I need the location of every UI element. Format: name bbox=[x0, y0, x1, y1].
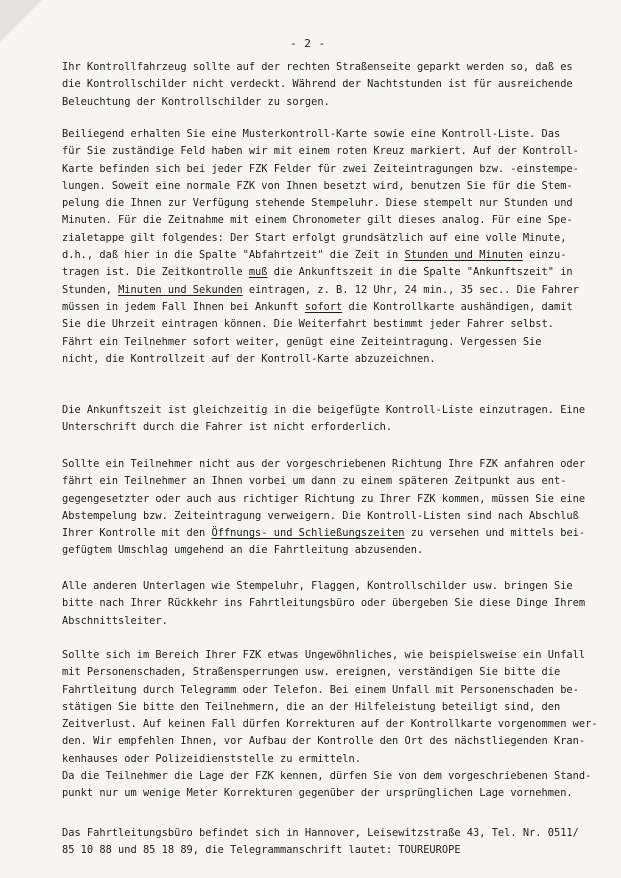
text-line bbox=[62, 94, 587, 111]
text-line bbox=[62, 542, 587, 559]
text-segment: die Kontrollkarte aushändigen, damit bbox=[342, 300, 573, 313]
text-line bbox=[62, 578, 587, 595]
text-segment: Karte befinden sich bei jeder FZK Felder für zwei Zeiteintragungen bzw. -einstempe- bbox=[62, 162, 579, 175]
paragraph bbox=[62, 578, 587, 630]
text-line bbox=[62, 419, 587, 436]
text-line bbox=[62, 664, 587, 681]
text-segment: eintragen, z. B. 12 Uhr, 24 min., 35 sec.. Die Fahrer bbox=[242, 283, 579, 296]
text-segment: Da die Teilnehmer die Lage der FZK kennen, dürfen Sie von dem vorgeschriebenen Stand- bbox=[62, 770, 592, 783]
text-segment: müssen in jedem Fall Ihnen bei Ankunft bbox=[62, 300, 305, 313]
text-segment: Abstempelung bzw. Zeiteintragung verweigern. Die Kontroll-Listen sind nach Abschluß bbox=[62, 509, 579, 522]
text-line bbox=[62, 825, 587, 842]
text-line bbox=[62, 456, 587, 473]
underlined-text: Öffnungs- und Schließungszeiten bbox=[211, 527, 405, 540]
text-segment: gegengesetzter oder auch aus richtiger Richtung zu Ihrer FZK kommen, müssen Sie eine bbox=[62, 492, 586, 505]
underlined-text: sofort bbox=[304, 300, 343, 313]
text-line bbox=[62, 473, 587, 490]
text-line bbox=[62, 751, 587, 768]
text-line bbox=[62, 126, 587, 143]
text-line bbox=[62, 161, 587, 178]
text-segment: die Kontrollschilder nicht verdeckt. Während der Nachtstunden ist für ausreichende bbox=[62, 78, 573, 91]
page-corner-shadow bbox=[0, 0, 42, 42]
text-line bbox=[62, 595, 587, 612]
paragraph bbox=[62, 825, 587, 860]
text-line bbox=[62, 195, 587, 212]
text-line bbox=[62, 282, 587, 299]
text-line bbox=[62, 316, 587, 333]
text-segment: Beleuchtung der Kontrollschilder zu sorgen. bbox=[62, 95, 330, 108]
text-segment: Die Ankunftszeit ist gleichzeitig in die beigefügte Kontroll-Liste einzutragen. Eine bbox=[62, 404, 586, 416]
paragraph bbox=[62, 402, 587, 437]
text-segment: d.h., daß hier in die Spalte "Abfahrtzeit" die Zeit in bbox=[62, 249, 405, 262]
text-line bbox=[62, 491, 587, 508]
text-line bbox=[62, 733, 587, 750]
text-line bbox=[62, 716, 598, 733]
text-segment: punkt nur um wenige Meter Korrekturen gegenüber der ursprünglichen Lage vornehmen. bbox=[62, 787, 573, 800]
text-segment: Zeitverlust. Auf keinen Fall dürfen Korrekturen auf der Kontrollkarte vorgenommen wer- bbox=[62, 718, 598, 731]
text-line bbox=[62, 299, 587, 316]
paragraph bbox=[62, 126, 587, 368]
text-line bbox=[62, 334, 587, 351]
text-line bbox=[62, 613, 587, 630]
text-line bbox=[62, 647, 587, 664]
text-segment: Ihrer Kontrolle mit den bbox=[62, 527, 212, 540]
text-line bbox=[62, 247, 587, 264]
underlined-text: Minuten und Sekunden bbox=[118, 283, 243, 296]
text-segment: mit Personenschaden, Straßensperrungen usw. ereignen, verständigen Sie bitte die bbox=[62, 666, 561, 679]
text-segment: Sollte ein Teilnehmer nicht aus der vorgeschriebenen Richtung Ihre FZK anfahren oder bbox=[62, 458, 586, 470]
text-segment: Minuten. Für die Zeitnahme mit einem Chronometer gilt dieses analog. Für eine Spe- bbox=[62, 214, 573, 227]
paragraph bbox=[62, 456, 587, 560]
text-segment: Stunden, bbox=[62, 283, 119, 296]
text-segment: Beiliegend erhalten Sie eine Musterkontroll-Karte sowie eine Kontroll-Liste. Das bbox=[62, 128, 561, 140]
text-line bbox=[62, 178, 587, 195]
text-line bbox=[62, 525, 587, 542]
text-segment: Unterschrift durch die Fahrer ist nicht erforderlich. bbox=[62, 421, 393, 434]
paragraph bbox=[62, 59, 587, 111]
text-line bbox=[62, 59, 587, 76]
text-segment: den. Wir empfehlen Ihnen, vor Aufbau der Kontrolle den Ort des nächstliegenden Kran- bbox=[62, 735, 586, 748]
text-line bbox=[62, 76, 587, 93]
text-line bbox=[62, 212, 587, 229]
text-segment: Alle anderen Unterlagen wie Stempeluhr, Flaggen, Kontrollschilder usw. bringen Sie bbox=[62, 580, 573, 592]
text-line bbox=[62, 143, 587, 160]
text-segment: gefügtem Umschlag umgehend an die Fahrtleitung abzusenden. bbox=[62, 544, 424, 557]
text-line bbox=[62, 842, 587, 859]
text-line bbox=[62, 230, 587, 247]
text-segment: zialetappe gilt folgendes: Der Start erfolgt grundsätzlich auf eine volle Minute, bbox=[62, 231, 567, 244]
text-segment: Das Fahrtleitungsbüro befindet sich in Hannover, Leisewitzstraße 43, Tel. Nr. 0511/ bbox=[62, 827, 579, 839]
text-line bbox=[62, 351, 587, 368]
text-line bbox=[62, 264, 587, 281]
text-segment: die Ankunftszeit in die Spalte "Ankunftszeit" in bbox=[267, 266, 573, 279]
text-segment: nicht, die Kontrollzeit auf der Kontroll-Karte abzuzeichnen. bbox=[62, 352, 436, 365]
text-segment: Sie die Uhrzeit eintragen können. Die Weiterfahrt bestimmt jeder Fahrer selbst. bbox=[62, 318, 554, 331]
text-segment: pelung die Ihnen zur Verfügung stehende Stempeluhr. Diese stempelt nur Stunden und bbox=[62, 197, 573, 210]
text-segment: bitte nach Ihrer Rückkehr ins Fahrtleitungsbüro oder übergeben Sie diese Dinge Ihrem bbox=[62, 597, 586, 610]
underlined-text: muß bbox=[248, 266, 268, 279]
text-segment: Abschnittsleiter. bbox=[62, 614, 168, 627]
text-segment: 85 10 88 und 85 18 89, die Telegrammanschrift lautet: TOUREUROPE bbox=[62, 844, 461, 857]
text-segment: stätigen Sie bitte den Teilnehmern, die an der Hilfeleistung beteiligt sind, den bbox=[62, 700, 561, 713]
underlined-text: Stunden und Minuten bbox=[404, 249, 523, 262]
text-segment: zu versehen und mittels bei- bbox=[404, 527, 586, 540]
page-number: - 2 - bbox=[290, 37, 326, 50]
paragraph bbox=[62, 647, 598, 803]
text-segment: für Sie zuständige Feld haben wir mit einem roten Kreuz markiert. Auf der Kontroll- bbox=[62, 145, 579, 158]
text-segment: Sollte sich im Bereich Ihrer FZK etwas Ungewöhnliches, wie beispielsweise ein Unfall bbox=[62, 649, 586, 661]
text-line bbox=[62, 699, 587, 716]
text-line bbox=[62, 682, 587, 699]
text-segment: fährt ein Teilnehmer an Ihnen vorbei um dann zu einem späteren Zeitpunkt aus ent- bbox=[62, 475, 567, 488]
text-segment: Fahrtleitung durch Telegramm oder Telefon. Bei einem Unfall mit Personenschaden be- bbox=[62, 683, 579, 696]
text-line bbox=[62, 402, 587, 419]
text-segment: kenhauses oder Polizeidienststelle zu ermitteln. bbox=[62, 752, 361, 765]
text-segment: Fährt ein Teilnehmer sofort weiter, genügt eine Zeiteintragung. Vergessen Sie bbox=[62, 335, 542, 348]
text-line bbox=[62, 785, 587, 802]
text-segment: lungen. Soweit eine normale FZK von Ihnen besetzt wird, benutzen Sie für die Stem- bbox=[62, 179, 573, 192]
text-segment: tragen ist. Die Zeitkontrolle bbox=[62, 266, 249, 279]
text-line bbox=[62, 768, 592, 785]
text-line bbox=[62, 508, 587, 525]
text-segment: Ihr Kontrollfahrzeug sollte auf der rechten Straßenseite geparkt werden so, daß es bbox=[62, 61, 573, 73]
text-segment: einzu- bbox=[522, 249, 567, 262]
